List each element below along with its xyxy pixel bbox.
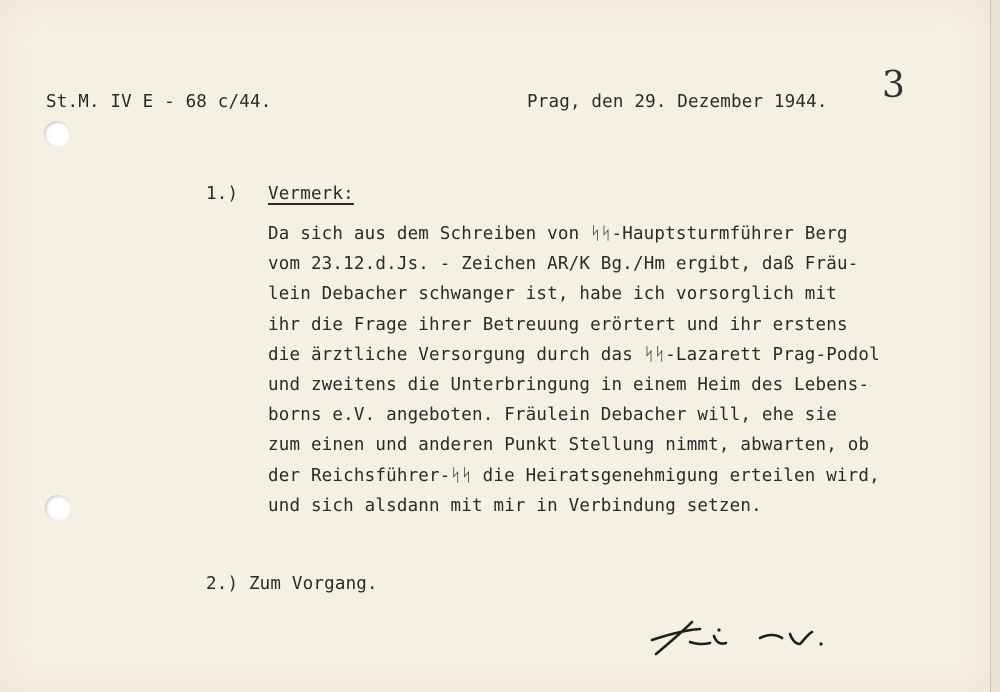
signature-icon [640, 610, 840, 670]
body-line: vom 23.12.d.Js. - Zeichen AR/K Bg./Hm ergibt, daß Fräu- [268, 254, 859, 275]
body-line: borns e.V. angeboten. Fräulein Debacher will, ehe sie [268, 405, 838, 426]
item-1-number: 1.) [206, 184, 239, 204]
body-line: und sich alsdann mit mir in Verbindung setzen. [268, 495, 762, 516]
item-1-body [268, 224, 880, 526]
file-reference: St.M. IV E - 68 c/44. [46, 92, 272, 112]
body-line: die ärztliche Versorgung durch das ᛋᛋ-Lazarett Prag-Podol [268, 344, 880, 365]
item-1-heading: Vermerk: [268, 184, 354, 204]
body-line: ihr die Frage ihrer Betreuung erörtert und ihr erstens [268, 314, 848, 335]
body-line: zum einen und anderen Punkt Stellung nimmt, abwarten, ob [268, 435, 870, 456]
body-line: lein Debacher schwanger ist, habe ich vorsorglich mit [268, 284, 838, 305]
body-line: Da sich aus dem Schreiben von ᛋᛋ-Hauptsturmführer Berg [268, 224, 848, 244]
item-2: 2.) Zum Vorgang. [206, 574, 378, 594]
place-date: Prag, den 29. Dezember 1944. [527, 92, 828, 112]
body-line: der Reichsführer-ᛋᛋ die Heiratsgenehmigung erteilen wird, [268, 465, 880, 486]
punch-hole-icon [45, 495, 71, 521]
page-number: 3 [882, 65, 905, 106]
punch-hole-icon [44, 121, 70, 147]
body-line: und zweitens die Unterbringung in einem Heim des Lebens- [268, 374, 870, 395]
